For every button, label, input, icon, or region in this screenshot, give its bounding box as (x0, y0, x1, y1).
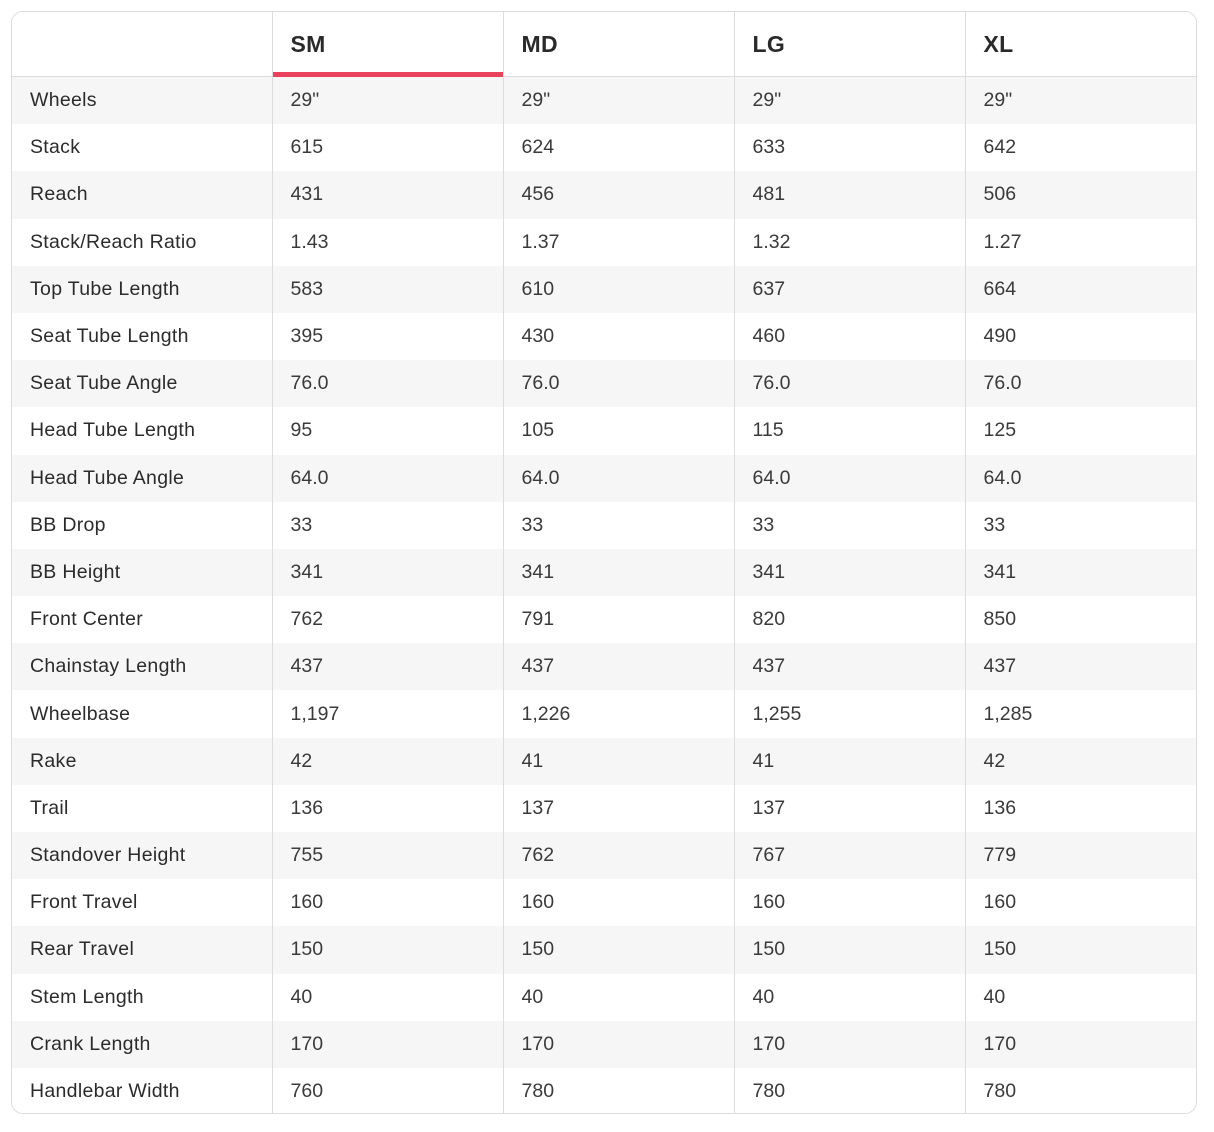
cell-value: 150 (503, 926, 734, 973)
row-label: Handlebar Width (12, 1068, 272, 1114)
cell-value: 41 (734, 738, 965, 785)
row-label: Head Tube Angle (12, 455, 272, 502)
cell-value: 430 (503, 313, 734, 360)
row-label: Wheelbase (12, 690, 272, 737)
cell-value: 33 (272, 502, 503, 549)
cell-value: 29" (734, 77, 965, 125)
cell-value: 437 (734, 643, 965, 690)
cell-value: 64.0 (965, 455, 1196, 502)
cell-value: 637 (734, 266, 965, 313)
row-label: Head Tube Length (12, 407, 272, 454)
row-label: Chainstay Length (12, 643, 272, 690)
cell-value: 624 (503, 124, 734, 171)
table-row (12, 266, 1196, 313)
cell-value: 1,255 (734, 690, 965, 737)
table-row (12, 171, 1196, 218)
cell-value: 341 (272, 549, 503, 596)
cell-value: 460 (734, 313, 965, 360)
cell-value: 160 (734, 879, 965, 926)
row-label: Standover Height (12, 832, 272, 879)
cell-value: 431 (272, 171, 503, 218)
cell-value: 437 (965, 643, 1196, 690)
cell-value: 170 (503, 1021, 734, 1068)
cell-value: 615 (272, 124, 503, 171)
cell-value: 1,226 (503, 690, 734, 737)
cell-value: 33 (503, 502, 734, 549)
row-label: Stack (12, 124, 272, 171)
cell-value: 664 (965, 266, 1196, 313)
table-row (12, 974, 1196, 1021)
cell-value: 1.32 (734, 219, 965, 266)
table-row (12, 1021, 1196, 1068)
cell-value: 395 (272, 313, 503, 360)
row-label: Seat Tube Angle (12, 360, 272, 407)
cell-value: 137 (734, 785, 965, 832)
cell-value: 437 (503, 643, 734, 690)
cell-value: 755 (272, 832, 503, 879)
cell-value: 1,197 (272, 690, 503, 737)
header-row (12, 12, 1196, 77)
size-tab-xl[interactable]: XL (965, 12, 1196, 77)
cell-value: 40 (734, 974, 965, 1021)
cell-value: 1.27 (965, 219, 1196, 266)
cell-value: 150 (734, 926, 965, 973)
cell-value: 642 (965, 124, 1196, 171)
cell-value: 160 (272, 879, 503, 926)
geometry-table (12, 12, 1196, 1114)
table-row (12, 738, 1196, 785)
cell-value: 820 (734, 596, 965, 643)
cell-value: 115 (734, 407, 965, 454)
cell-value: 64.0 (272, 455, 503, 502)
table-row (12, 407, 1196, 454)
cell-value: 33 (734, 502, 965, 549)
cell-value: 791 (503, 596, 734, 643)
table-row (12, 879, 1196, 926)
cell-value: 105 (503, 407, 734, 454)
cell-value: 760 (272, 1068, 503, 1114)
cell-value: 150 (272, 926, 503, 973)
cell-value: 64.0 (503, 455, 734, 502)
cell-value: 610 (503, 266, 734, 313)
cell-value: 1.37 (503, 219, 734, 266)
row-label: Reach (12, 171, 272, 218)
cell-value: 42 (272, 738, 503, 785)
cell-value: 170 (272, 1021, 503, 1068)
cell-value: 29" (503, 77, 734, 125)
cell-value: 42 (965, 738, 1196, 785)
cell-value: 583 (272, 266, 503, 313)
cell-value: 341 (503, 549, 734, 596)
table-row (12, 549, 1196, 596)
table-row (12, 360, 1196, 407)
size-tab-sm[interactable]: SM (272, 12, 503, 77)
cell-value: 40 (965, 974, 1196, 1021)
cell-value: 767 (734, 832, 965, 879)
cell-value: 633 (734, 124, 965, 171)
row-label: BB Height (12, 549, 272, 596)
cell-value: 160 (503, 879, 734, 926)
table-row (12, 596, 1196, 643)
table-row (12, 502, 1196, 549)
cell-value: 76.0 (503, 360, 734, 407)
cell-value: 76.0 (272, 360, 503, 407)
cell-value: 341 (965, 549, 1196, 596)
cell-value: 170 (965, 1021, 1196, 1068)
row-label: BB Drop (12, 502, 272, 549)
table-row (12, 785, 1196, 832)
cell-value: 1,285 (965, 690, 1196, 737)
row-label: Wheels (12, 77, 272, 125)
table-row (12, 313, 1196, 360)
cell-value: 150 (965, 926, 1196, 973)
cell-value: 490 (965, 313, 1196, 360)
cell-value: 437 (272, 643, 503, 690)
cell-value: 1.43 (272, 219, 503, 266)
cell-value: 506 (965, 171, 1196, 218)
row-label: Crank Length (12, 1021, 272, 1068)
row-label: Top Tube Length (12, 266, 272, 313)
cell-value: 762 (503, 832, 734, 879)
row-label: Front Center (12, 596, 272, 643)
cell-value: 780 (503, 1068, 734, 1114)
cell-value: 125 (965, 407, 1196, 454)
size-tab-lg[interactable]: LG (734, 12, 965, 77)
cell-value: 76.0 (734, 360, 965, 407)
row-label: Stem Length (12, 974, 272, 1021)
row-label: Trail (12, 785, 272, 832)
table-row (12, 690, 1196, 737)
cell-value: 160 (965, 879, 1196, 926)
cell-value: 341 (734, 549, 965, 596)
cell-value: 762 (272, 596, 503, 643)
header-corner-cell (12, 12, 272, 77)
cell-value: 64.0 (734, 455, 965, 502)
cell-value: 40 (272, 974, 503, 1021)
cell-value: 779 (965, 832, 1196, 879)
table-row (12, 77, 1196, 125)
cell-value: 41 (503, 738, 734, 785)
table-row (12, 926, 1196, 973)
geometry-table-body (12, 77, 1196, 1115)
table-row (12, 1068, 1196, 1114)
cell-value: 780 (734, 1068, 965, 1114)
geometry-table-container (11, 11, 1197, 1114)
table-row (12, 643, 1196, 690)
cell-value: 170 (734, 1021, 965, 1068)
row-label: Rake (12, 738, 272, 785)
cell-value: 850 (965, 596, 1196, 643)
cell-value: 29" (965, 77, 1196, 125)
size-tab-md[interactable]: MD (503, 12, 734, 77)
cell-value: 780 (965, 1068, 1196, 1114)
row-label: Rear Travel (12, 926, 272, 973)
cell-value: 456 (503, 171, 734, 218)
row-label: Stack/Reach Ratio (12, 219, 272, 266)
cell-value: 33 (965, 502, 1196, 549)
cell-value: 136 (965, 785, 1196, 832)
table-row (12, 124, 1196, 171)
cell-value: 29" (272, 77, 503, 125)
row-label: Seat Tube Length (12, 313, 272, 360)
table-row (12, 832, 1196, 879)
cell-value: 136 (272, 785, 503, 832)
row-label: Front Travel (12, 879, 272, 926)
cell-value: 137 (503, 785, 734, 832)
cell-value: 481 (734, 171, 965, 218)
cell-value: 76.0 (965, 360, 1196, 407)
cell-value: 95 (272, 407, 503, 454)
cell-value: 40 (503, 974, 734, 1021)
table-row (12, 219, 1196, 266)
table-row (12, 455, 1196, 502)
